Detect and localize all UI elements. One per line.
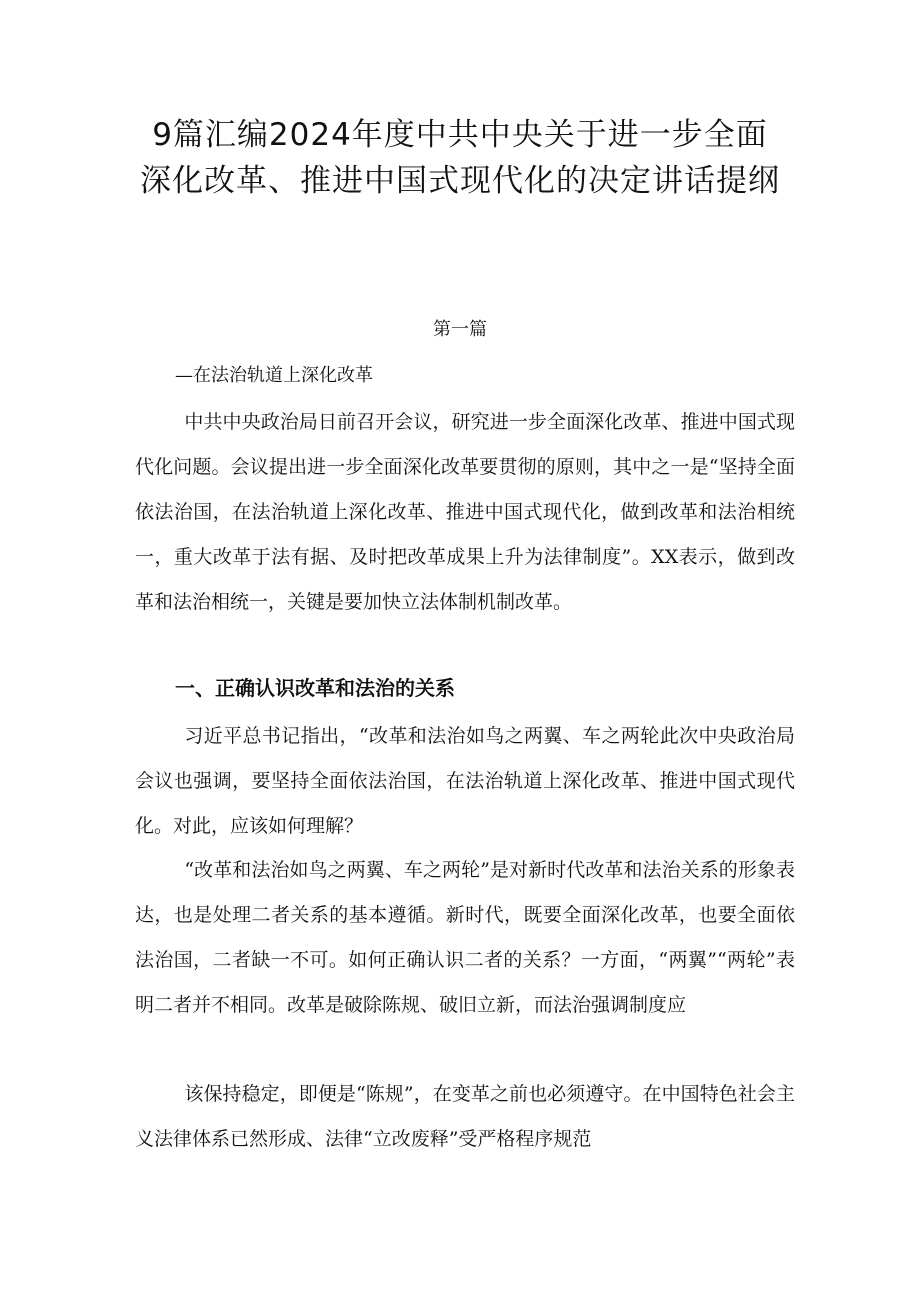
document-title: 9篇汇编2024年度中共中央关于进一步全面深化改革、推进中国式现代化的决定讲话提纲 xyxy=(140,117,780,199)
body-paragraph: 该保持稳定，即便是“陈规”，在变革之前也必须遵守。在中国特色社会主义法律体系已然形成、法律“立改废释”受严格程序规范 xyxy=(135,1083,795,1150)
section-heading: 一、正确认识改革和法治的关系 xyxy=(175,676,455,700)
body-paragraph: 中共中央政治局日前召开会议，研究进一步全面深化改革、推进中国式现代化问题。会议提出进一步全面深化改革要贯彻的原则，其中之一是“坚持全面依法治国，在法治轨道上深化改革、推进中国式现代化，做到改革和法治相统一，重大改革于法有据、及时把改革成果上升为法律制度”。XX表示，做到改革和法治相统一，关键是要加快立法体制机制改革。 xyxy=(135,411,795,613)
body-paragraph: “改革和法治如鸟之两翼、车之两轮”是对新时代改革和法治关系的形象表达，也是处理二者关系的基本遵循。新时代，既要全面深化改革，也要全面依法治国，二者缺一不可。如何正确认识二者的关系？一方面，“两翼”“两轮”表明二者并不相同。改革是破除陈规、破旧立新，而法治强调制度应 xyxy=(135,859,795,1016)
body-paragraph: 习近平总书记指出，“改革和法治如鸟之两翼、车之两轮此次中央政治局会议也强调，要坚持全面依法治国，在法治轨道上深化改革、推进中国式现代化。对此，应该如何理解？ xyxy=(135,725,795,837)
chapter-subtitle: —在法治轨道上深化改革 xyxy=(175,365,373,386)
chapter-label: 第一篇 xyxy=(433,319,487,340)
